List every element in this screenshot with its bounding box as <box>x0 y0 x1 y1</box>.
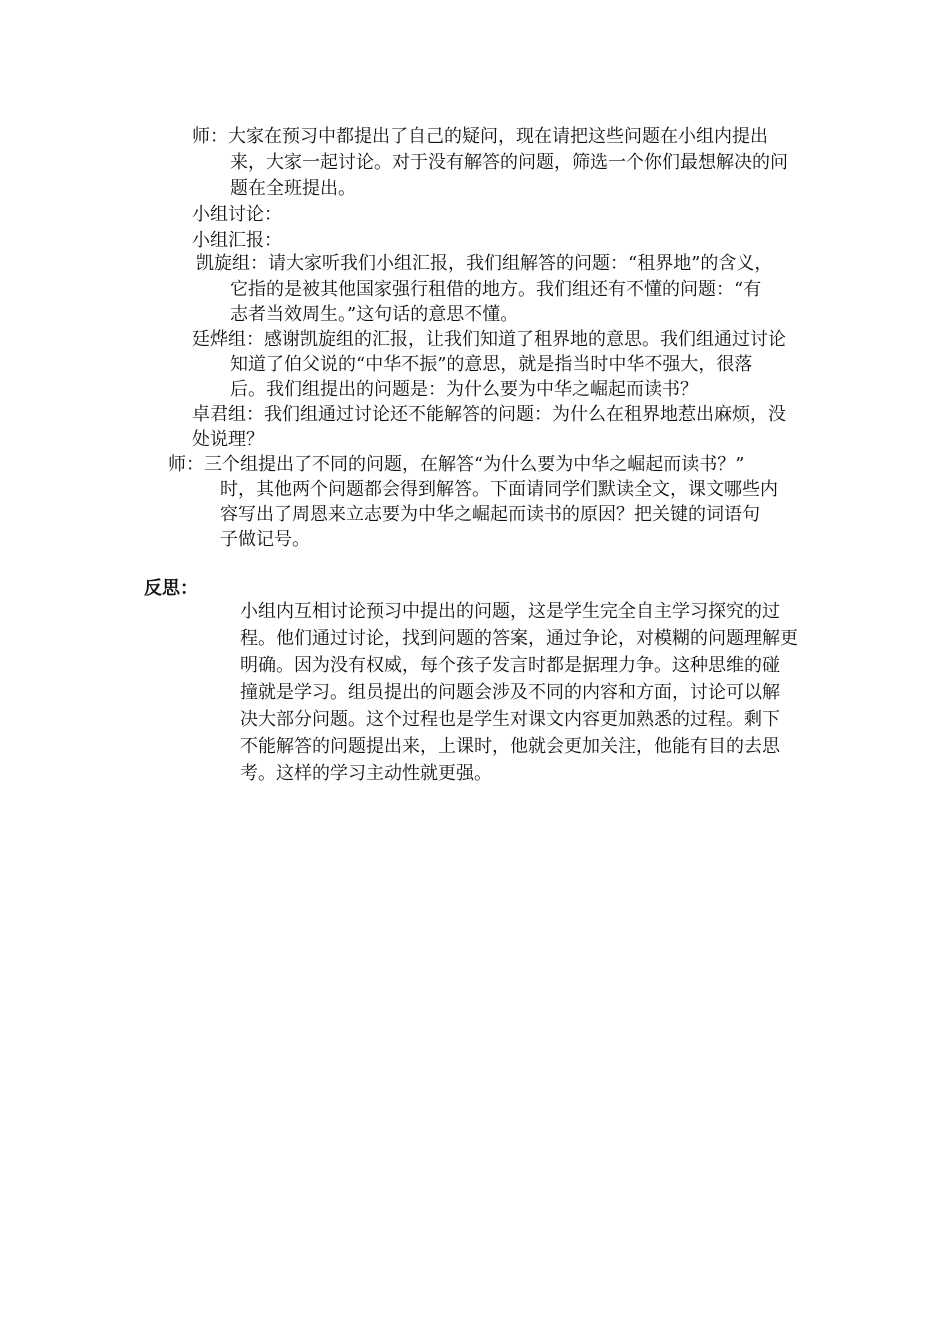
teacher2-line-4: 子做记号。 <box>220 529 310 550</box>
reflection-line-6: 不能解答的问题提出来，上课时，他就会更加关注，他能有目的去思 <box>240 736 780 757</box>
teacher-line-2: 来，大家一起讨论。对于没有解答的问题，筛选一个你们最想解决的问 <box>230 152 788 173</box>
report-label: 小组汇报： <box>192 230 282 251</box>
reflection-line-2: 程。他们通过讨论，找到问题的答案，通过争论，对模糊的问题理解更 <box>240 628 798 649</box>
zhuojun-line-1: 卓君组：我们组通过讨论还不能解答的问题：为什么在租界地惹出麻烦，没 <box>192 404 786 425</box>
reflection-line-7: 考。这样的学习主动性就更强。 <box>240 763 492 784</box>
reflection-line-1: 小组内互相讨论预习中提出的问题，这是学生完全自主学习探究的过 <box>240 601 780 622</box>
reflection-heading: 反思： <box>144 578 198 599</box>
kaixuan-line-3: 志者当效周生。”这句话的意思不懂。 <box>230 304 519 325</box>
tingye-line-3: 后。我们组提出的问题是：为什么要为中华之崛起而读书？ <box>230 379 698 400</box>
zhuojun-line-2: 处说理？ <box>192 429 264 450</box>
discussion-label: 小组讨论： <box>192 204 282 225</box>
kaixuan-line-1: 凯旋组：请大家听我们小组汇报，我们组解答的问题：“租界地”的含义， <box>196 253 773 274</box>
teacher-line-3: 题在全班提出。 <box>230 178 356 199</box>
tingye-line-1: 廷烨组：感谢凯旋组的汇报，让我们知道了租界地的意思。我们组通过讨论 <box>192 329 786 350</box>
teacher-line-1: 师：大家在预习中都提出了自己的疑问，现在请把这些问题在小组内提出 <box>192 126 768 147</box>
reflection-line-5: 决大部分问题。这个过程也是学生对课文内容更加熟悉的过程。剩下 <box>240 709 780 730</box>
kaixuan-line-2: 它指的是被其他国家强行租借的地方。我们组还有不懂的问题：“有 <box>230 279 762 300</box>
reflection-line-4: 撞就是学习。组员提出的问题会涉及不同的内容和方面，讨论可以解 <box>240 682 780 703</box>
tingye-line-2: 知道了伯父说的“中华不振”的意思，就是指当时中华不强大，很落 <box>230 354 753 375</box>
reflection-line-3: 明确。因为没有权威，每个孩子发言时都是据理力争。这种思维的碰 <box>240 655 780 676</box>
teacher2-line-3: 容写出了周恩来立志要为中华之崛起而读书的原因？把关键的词语句 <box>220 504 760 525</box>
teacher2-line-2: 时，其他两个问题都会得到解答。下面请同学们默读全文，课文哪些内 <box>220 479 778 500</box>
teacher2-line-1: 师：三个组提出了不同的问题，在解答“为什么要为中华之崛起而读书？” <box>168 454 745 475</box>
